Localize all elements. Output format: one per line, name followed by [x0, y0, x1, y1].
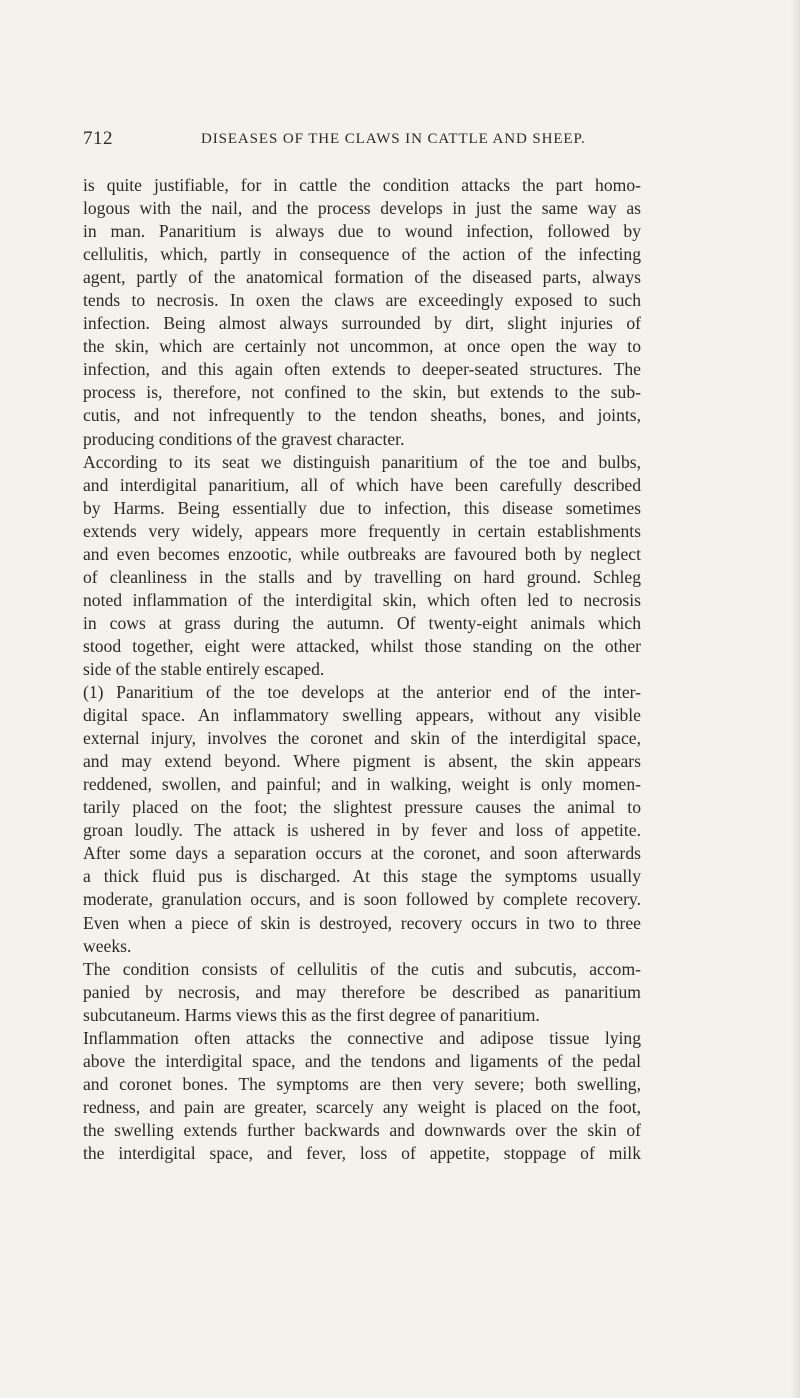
text-line: logous with the nail, and the process develops in just the same way as: [83, 198, 641, 219]
text-line: The condition consists of cellulitis of the cutis and subcutis, accom-: [83, 958, 641, 979]
text-line: noted inflammation of the interdigital skin, which often led to necrosis: [83, 589, 641, 610]
text-line: agent, partly of the anatomical formation of the diseased parts, always: [83, 267, 641, 288]
text-line: tends to necrosis. In oxen the claws are exceedingly exposed to such: [83, 290, 641, 311]
text-line: by Harms. Being essentially due to infection, this disease sometimes: [83, 497, 641, 518]
text-line: tarily placed on the foot; the slightest pressure causes the animal to: [83, 797, 641, 818]
text-line: panied by necrosis, and may therefore be described as panaritium: [83, 981, 641, 1002]
text-line: cellulitis, which, partly in consequence of the action of the infecting: [83, 244, 641, 265]
text-line: a thick fluid pus is discharged. At this stage the symptoms usually: [83, 866, 641, 887]
page-header: [83, 128, 643, 162]
text-line: above the interdigital space, and the tendons and ligaments of the pedal: [83, 1050, 641, 1071]
page-number: 712: [83, 128, 113, 149]
text-line: infection, and this again often extends to deeper-seated structures. The: [83, 359, 641, 380]
text-line: in man. Panaritium is always due to wound infection, followed by: [83, 221, 641, 242]
text-line: reddened, swollen, and painful; and in walking, weight is only momen-: [83, 774, 641, 795]
text-line: Even when a piece of skin is destroyed, recovery occurs in two to three: [83, 912, 641, 933]
text-line: groan loudly. The attack is ushered in by fever and loss of appetite.: [83, 820, 641, 841]
text-line: (1) Panaritium of the toe develops at the anterior end of the inter-: [83, 682, 641, 703]
text-line: and interdigital panaritium, all of which have been carefully described: [83, 474, 641, 495]
body-text: [83, 174, 641, 1165]
text-line: the skin, which are certainly not uncommon, at once open the way to: [83, 336, 641, 357]
text-line: of cleanliness in the stalls and by travelling on hard ground. Schleg: [83, 566, 641, 587]
text-line: digital space. An inflammatory swelling appears, without any visible: [83, 705, 641, 726]
text-line: Inflammation often attacks the connective and adipose tissue lying: [83, 1027, 641, 1048]
text-line: is quite justifiable, for in cattle the condition attacks the part homo-: [83, 175, 641, 195]
text-line: process is, therefore, not confined to the skin, but extends to the sub-: [83, 382, 641, 403]
text-line: redness, and pain are greater, scarcely any weight is placed on the foot,: [83, 1096, 641, 1117]
text-line: the interdigital space, and fever, loss of appetite, stoppage of milk: [83, 1142, 641, 1163]
text-line: external injury, involves the coronet and skin of the interdigital space,: [83, 728, 641, 749]
text-line: extends very widely, appears more frequently in certain establishments: [83, 520, 641, 541]
text-line: stood together, eight were attacked, whilst those standing on the other: [83, 635, 641, 656]
text-line: According to its seat we distinguish panaritium of the toe and bulbs,: [83, 451, 641, 472]
text-line: and even becomes enzootic, while outbreaks are favoured both by neglect: [83, 543, 641, 564]
text-line: cutis, and not infrequently to the tendon sheaths, bones, and joints,: [83, 405, 641, 426]
text-line: moderate, granulation occurs, and is soon followed by complete recovery.: [83, 889, 641, 910]
text-line: subcutaneum. Harms views this as the first degree of panaritium.: [83, 1004, 540, 1025]
text-line: and coronet bones. The symptoms are then very severe; both swelling,: [83, 1073, 641, 1094]
text-line: and may extend beyond. Where pigment is absent, the skin appears: [83, 751, 641, 772]
text-line: weeks.: [83, 935, 132, 956]
text-line: producing conditions of the gravest character.: [83, 428, 405, 449]
running-title: DISEASES OF THE CLAWS IN CATTLE AND SHEEP.: [201, 131, 586, 147]
text-line: After some days a separation occurs at the coronet, and soon afterwards: [83, 843, 641, 864]
text-line: in cows at grass during the autumn. Of twenty-eight animals which: [83, 612, 641, 633]
page-edge-shadow: [790, 0, 800, 1398]
text-line: side of the stable entirely escaped.: [83, 658, 325, 679]
text-line: the swelling extends further backwards and downwards over the skin of: [83, 1119, 641, 1140]
text-line: infection. Being almost always surrounded by dirt, slight injuries of: [83, 313, 641, 334]
